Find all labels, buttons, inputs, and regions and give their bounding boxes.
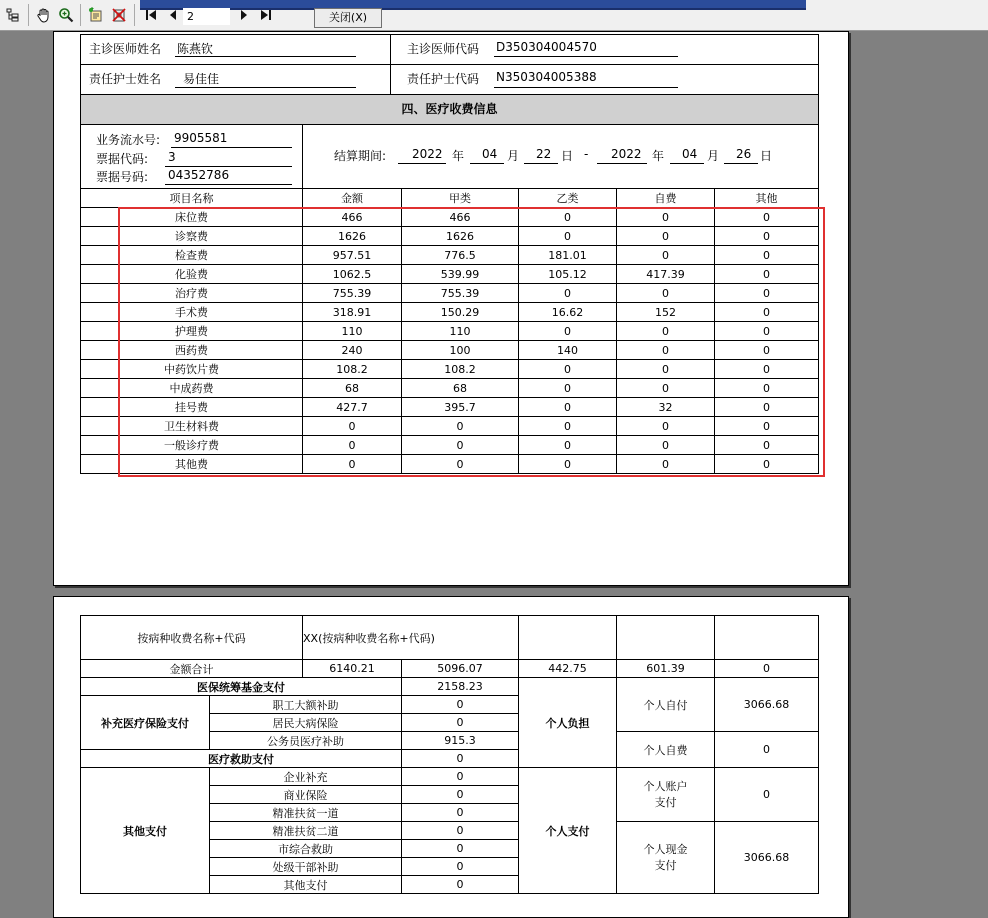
supp-item-label: 居民大病保险 [210,714,402,732]
other-item-value: 0 [402,786,519,804]
column-header: 金额 [303,189,402,208]
period-end-year: 2022 [611,147,642,161]
month-unit: 月 [707,149,720,163]
personal-pay-label: 个人支付 [519,768,617,894]
underline [670,163,704,164]
toolbar-separator [28,4,29,26]
other-item-label: 商业保险 [210,786,402,804]
fee-cell: 0 [519,322,617,341]
underline [175,56,356,57]
aid-value: 0 [402,750,519,768]
fee-cell: 0 [715,303,819,322]
underline [171,147,292,148]
period-end-month: 04 [682,147,698,161]
report-page-2 [53,596,849,918]
fee-cell: 68 [402,379,519,398]
section-title: 四、医疗收费信息 [80,94,819,125]
column-header: 自费 [617,189,715,208]
column-header: 其他 [715,189,819,208]
nurse-name-value: 易佳佳 [183,72,220,86]
fee-cell: 1062.5 [303,265,402,284]
first-page-icon[interactable] [143,5,159,25]
cash-pay-label-line: 支付 [654,858,677,872]
fee-cell: 0 [303,417,402,436]
fee-item-name: 西药费 [81,341,303,360]
day-unit: 日 [561,149,574,163]
fee-cell: 755.39 [402,284,519,303]
other-item-value: 0 [402,840,519,858]
fee-cell: 0 [519,398,617,417]
period-start-month: 04 [482,147,498,161]
total-class-b: 442.75 [519,660,617,678]
fee-cell: 0 [617,322,715,341]
fee-item-name: 中成药费 [81,379,303,398]
fee-cell: 0 [519,455,617,474]
self-pay-value: 3066.68 [715,678,819,732]
fee-cell: 105.12 [519,265,617,284]
column-header: 项目名称 [81,189,303,208]
fee-cell: 0 [617,436,715,455]
fee-item-name: 护理费 [81,322,303,341]
fee-cell: 108.2 [303,360,402,379]
fee-table-header [81,189,819,208]
fund-label: 医保统筹基金支付 [81,678,402,696]
other-item-value: 0 [402,876,519,894]
fee-item-name: 诊察费 [81,227,303,246]
fee-cell: 0 [519,284,617,303]
fee-cell: 0 [715,265,819,284]
account-pay-label-line: 支付 [654,795,677,809]
fund-value: 2158.23 [402,678,519,696]
fee-cell: 0 [617,417,715,436]
fee-cell: 427.7 [303,398,402,417]
fee-cell: 0 [715,208,819,227]
other-item-value: 0 [402,804,519,822]
other-item-label: 处级干部补助 [210,858,402,876]
fee-cell: 100 [402,341,519,360]
fee-cell: 0 [715,398,819,417]
other-pay-label: 其他支付 [81,768,210,894]
fee-cell: 108.2 [402,360,519,379]
zoom-icon[interactable] [56,5,76,25]
doctor-code-label: 主诊医师代码 [407,42,480,56]
fee-cell: 0 [402,436,519,455]
fee-cell: 0 [715,379,819,398]
fee-cell: 140 [519,341,617,360]
export-icon[interactable] [86,5,106,25]
fee-cell: 0 [715,284,819,303]
fee-cell: 0 [519,360,617,379]
fee-cell: 0 [617,208,715,227]
close-button[interactable]: 关闭(X) [314,8,382,28]
total-self-pay: 601.39 [617,660,715,678]
self-fee-label: 个人自费 [617,732,715,768]
fee-cell: 0 [303,455,402,474]
highlight-box [118,207,825,477]
fee-cell: 0 [519,417,617,436]
bill-code-label: 票据代码: [96,152,149,166]
fee-cell: 110 [303,322,402,341]
fee-cell: 150.29 [402,303,519,322]
other-item-label: 市综合救助 [210,840,402,858]
fee-cell: 466 [303,208,402,227]
fee-cell: 181.01 [519,246,617,265]
fee-item-name: 化验费 [81,265,303,284]
fee-cell: 1626 [402,227,519,246]
fee-cell: 0 [402,417,519,436]
period-start-day: 22 [536,147,552,161]
aid-label: 医疗救助支付 [81,750,402,768]
cash-pay-value: 3066.68 [715,822,819,894]
fee-cell: 318.91 [303,303,402,322]
delete-icon[interactable] [109,5,129,25]
fee-cell: 417.39 [617,265,715,284]
fee-cell: 755.39 [303,284,402,303]
fee-cell: 539.99 [402,265,519,284]
fee-cell: 776.5 [402,246,519,265]
fee-cell: 0 [303,436,402,455]
total-amount: 6140.21 [303,660,402,678]
fee-cell: 0 [617,360,715,379]
fee-item-name: 检查费 [81,246,303,265]
fee-cell: 0 [617,455,715,474]
report-toolbar [0,0,988,31]
underline [175,87,356,88]
cash-pay-label-line: 个人现金 [643,842,688,856]
other-item-value: 0 [402,822,519,840]
period-dash: - [584,147,589,161]
fee-item-name: 挂号费 [81,398,303,417]
doctor-code-value: D350304004570 [496,40,597,54]
supp-label: 补充医疗保险支付 [81,696,210,750]
total-label: 金额合计 [81,660,303,678]
underline [494,87,678,88]
fee-cell: 0 [617,341,715,360]
underline [165,184,292,185]
fee-item-name: 卫生材料费 [81,417,303,436]
fee-cell: 466 [402,208,519,227]
nurse-code-label: 责任护士代码 [407,72,480,86]
other-item-label: 精准扶贫一道 [210,804,402,822]
account-pay-label-line: 个人账户 [643,779,688,793]
fee-cell: 240 [303,341,402,360]
staff-info-divider [80,64,818,65]
column-header: 乙类 [519,189,617,208]
burden-label: 个人负担 [519,678,617,768]
total-other: 0 [715,660,819,678]
page-number-input[interactable]: 2 [183,8,230,25]
fee-item-name: 床位费 [81,208,303,227]
fee-cell: 0 [715,455,819,474]
fee-cell: 0 [715,322,819,341]
doctor-name-label: 主诊医师姓名 [89,42,162,56]
year-unit: 年 [652,149,665,163]
fee-item-name: 中药饮片费 [81,360,303,379]
fee-cell: 32 [617,398,715,417]
column-header: 甲类 [402,189,519,208]
period-label: 结算期间: [334,149,387,163]
supp-item-label: 公务员医疗补助 [210,732,402,750]
underline [597,163,647,164]
previous-page-icon[interactable] [165,5,181,25]
fee-cell: 16.62 [519,303,617,322]
nurse-name-label: 责任护士姓名 [89,72,162,86]
fee-cell: 0 [519,227,617,246]
supp-item-value: 0 [402,714,519,732]
hand-tool-icon[interactable] [34,5,54,25]
other-item-value: 0 [402,858,519,876]
total-class-a: 5096.07 [402,660,519,678]
fee-cell: 0 [715,360,819,379]
underline [724,163,758,164]
fee-cell: 0 [715,227,819,246]
other-item-label: 企业补充 [210,768,402,786]
bill-code-value: 3 [168,150,176,164]
fee-item-name: 其他费 [81,455,303,474]
fee-cell: 0 [617,379,715,398]
underline [165,166,292,167]
fee-cell: 0 [617,246,715,265]
year-unit: 年 [452,149,465,163]
supp-item-value: 0 [402,696,519,714]
month-unit: 月 [507,149,520,163]
account-pay-value: 0 [715,768,819,822]
other-item-label: 精准扶贫二道 [210,822,402,840]
fee-item-name: 一般诊疗费 [81,436,303,455]
fee-cell: 395.7 [402,398,519,417]
summary-table [80,615,819,894]
cash-pay-label [617,822,715,894]
toolbar-separator [80,4,81,26]
serial-label: 业务流水号: [96,133,161,147]
disease-value: XX(按病种收费名称+代码) [303,616,519,660]
fee-cell: 0 [715,436,819,455]
nurse-code-value: N350304005388 [496,70,597,84]
period-end-day: 26 [736,147,752,161]
toolbar-separator [134,4,135,26]
tree-toggle-icon[interactable] [4,5,22,25]
underline [494,56,678,57]
empty-cell [617,616,715,660]
billing-divider [302,124,303,188]
fee-cell: 0 [617,284,715,303]
fee-cell: 0 [715,246,819,265]
other-item-label: 其他支付 [210,876,402,894]
fee-cell: 68 [303,379,402,398]
next-page-icon[interactable] [236,5,252,25]
bill-number-label: 票据号码: [96,170,149,184]
empty-cell [715,616,819,660]
fee-cell: 0 [715,417,819,436]
underline [470,163,504,164]
fee-cell: 110 [402,322,519,341]
fee-cell: 1626 [303,227,402,246]
bill-number-value: 04352786 [168,168,230,182]
day-unit: 日 [760,149,773,163]
fee-item-name: 手术费 [81,303,303,322]
last-page-icon[interactable] [258,5,274,25]
fee-cell: 0 [519,208,617,227]
fee-cell: 0 [617,227,715,246]
disease-label: 按病种收费名称+代码 [81,616,303,660]
underline [524,163,558,164]
fee-cell: 0 [519,436,617,455]
self-fee-value: 0 [715,732,819,768]
underline [398,163,446,164]
self-pay-label: 个人自付 [617,678,715,732]
empty-cell [519,616,617,660]
serial-value: 9905581 [174,131,228,145]
supp-item-label: 职工大额补助 [210,696,402,714]
period-start-year: 2022 [412,147,443,161]
supp-item-value: 915.3 [402,732,519,750]
fee-cell: 152 [617,303,715,322]
fee-cell: 0 [402,455,519,474]
doctor-name-value: 陈燕钦 [177,42,214,56]
fee-item-name: 治疗费 [81,284,303,303]
other-item-value: 0 [402,768,519,786]
account-pay-label [617,768,715,822]
fee-cell: 957.51 [303,246,402,265]
fee-cell: 0 [715,341,819,360]
fee-cell: 0 [519,379,617,398]
